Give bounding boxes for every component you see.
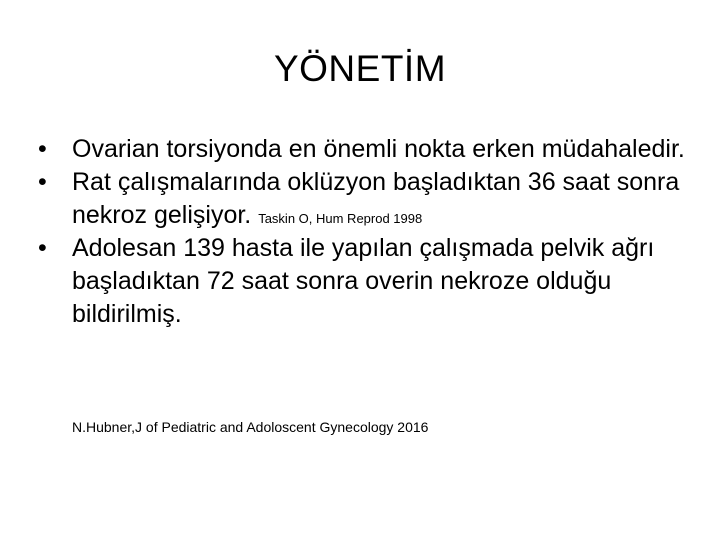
bullet-text: Ovarian torsiyonda en önemli nokta erken müdahaledir. bbox=[72, 135, 685, 163]
bullet-marker: • bbox=[38, 168, 47, 196]
bullet-text: Rat çalışmalarında oklüzyon başladıktan 36 saat sonra nekroz gelişiyor. bbox=[72, 168, 680, 229]
bullet-item bbox=[38, 133, 688, 166]
bullet-item bbox=[38, 166, 688, 232]
bullet-list bbox=[38, 133, 688, 331]
slide-title: YÖNETİM bbox=[273, 48, 447, 89]
bullet-item bbox=[38, 232, 688, 331]
bullet-text: Adolesan 139 hasta ile yapılan çalışmada pelvik ağrı başladıktan 72 saat sonra overin nekroze olduğu bildirilmiş. bbox=[72, 234, 655, 328]
reference-citation: N.Hubner,J of Pediatric and Adoloscent Gynecology 2016 bbox=[72, 419, 429, 435]
bullet-marker: • bbox=[38, 234, 47, 262]
bullet-marker: • bbox=[38, 135, 47, 163]
inline-citation: Taskin O, Hum Reprod 1998 bbox=[258, 211, 423, 226]
